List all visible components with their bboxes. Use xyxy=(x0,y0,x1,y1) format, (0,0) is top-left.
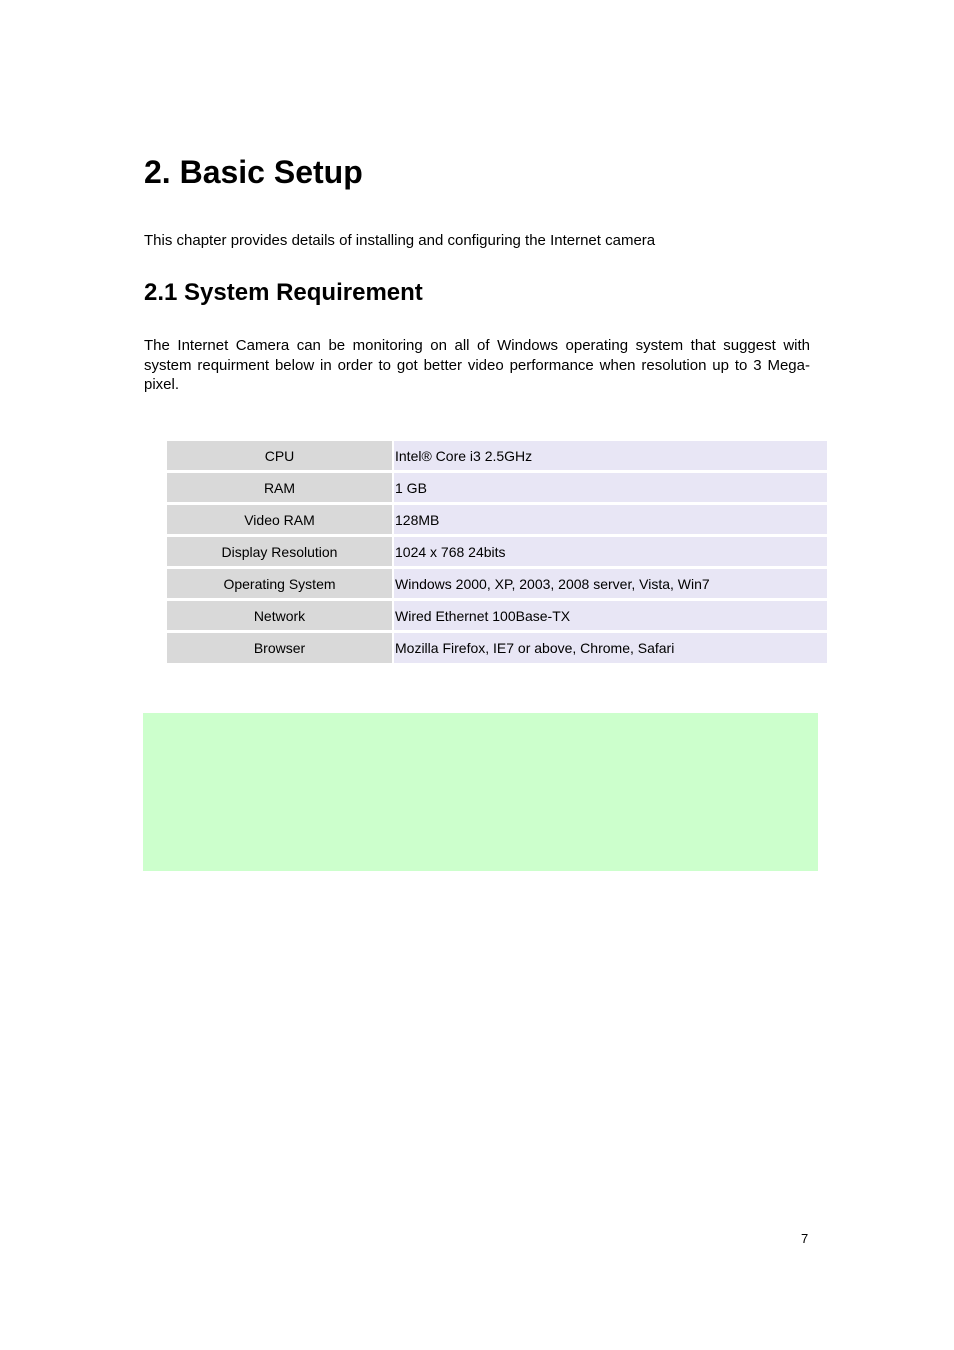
requirement-label: Operating System xyxy=(167,569,394,598)
requirement-label: Video RAM xyxy=(167,505,394,534)
section-title: 2.1 System Requirement xyxy=(144,279,423,306)
table-row xyxy=(167,537,827,566)
system-requirements-table xyxy=(167,438,827,666)
requirement-value: Mozilla Firefox, IE7 or above, Chrome, Safari xyxy=(394,633,827,663)
requirement-value: 1 GB xyxy=(394,473,827,502)
chapter-intro: This chapter provides details of installing and configuring the Internet camera xyxy=(144,232,656,249)
requirement-label: CPU xyxy=(167,441,394,470)
table-row xyxy=(167,569,827,598)
page-number: 7 xyxy=(801,1231,809,1246)
requirement-label: Network xyxy=(167,601,394,630)
table-row xyxy=(167,601,827,630)
section-description: The Internet Camera can be monitoring on all of Windows operating system that suggest with system requirment below in order to got better video performance when resolution up to 3 Mega-pixel. xyxy=(144,337,810,393)
table-row xyxy=(167,441,827,470)
requirement-value: 128MB xyxy=(394,505,827,534)
requirement-value: 1024 x 768 24bits xyxy=(394,537,827,566)
requirement-label: Display Resolution xyxy=(167,537,394,566)
table-row xyxy=(167,473,827,502)
requirement-label: Browser xyxy=(167,633,394,663)
requirement-value: Windows 2000, XP, 2003, 2008 server, Vista, Win7 xyxy=(394,569,827,598)
requirement-label: RAM xyxy=(167,473,394,502)
requirement-value: Intel® Core i3 2.5GHz xyxy=(394,441,827,470)
requirement-value: Wired Ethernet 100Base-TX xyxy=(394,601,827,630)
table-row xyxy=(167,505,827,534)
table-row xyxy=(167,633,827,663)
chapter-title: 2. Basic Setup xyxy=(144,154,363,190)
note-box xyxy=(143,713,818,871)
